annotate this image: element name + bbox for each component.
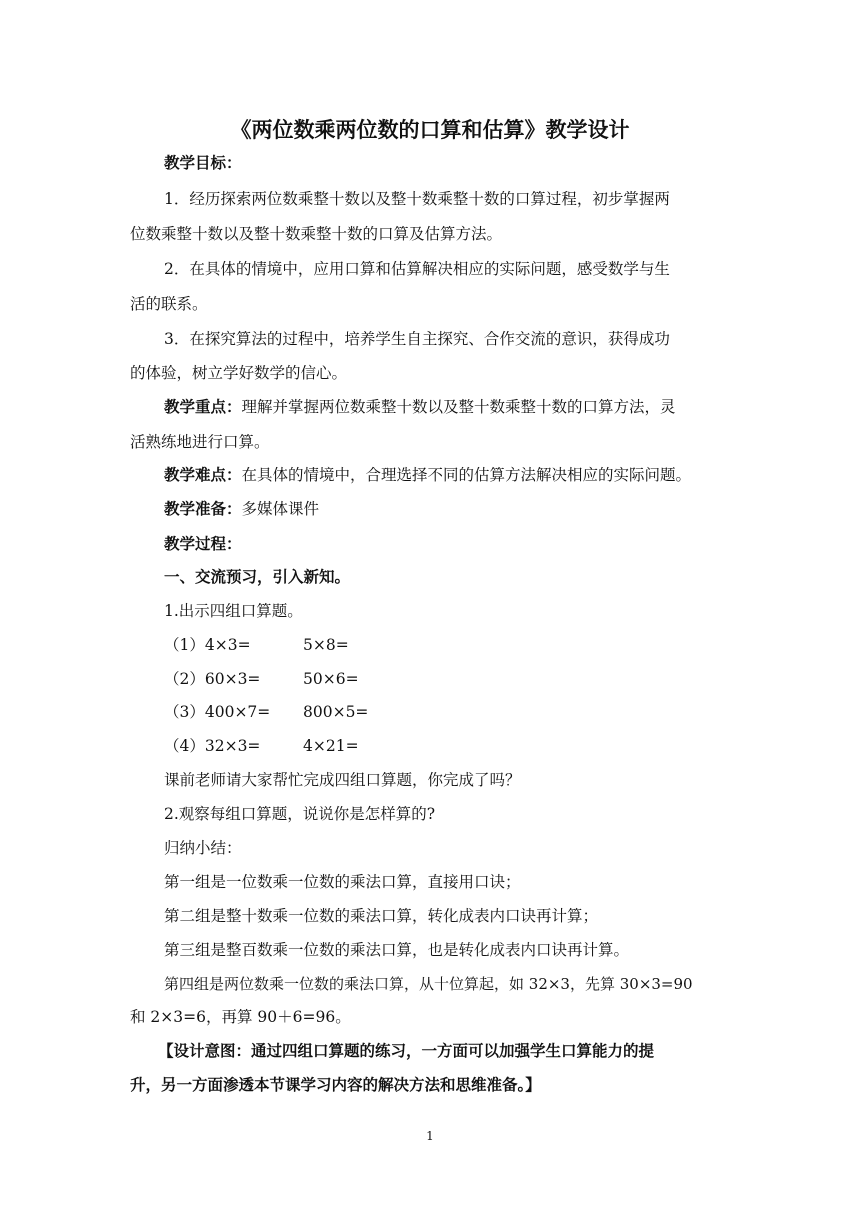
exercise-row bbox=[164, 735, 564, 757]
exercise-left: （2）60×3= bbox=[164, 670, 261, 688]
key-point-label: 教学重点： bbox=[164, 397, 242, 416]
section-1-heading: 一、交流预习，引入新知。 bbox=[164, 567, 351, 586]
summary-group-3: 第三组是整百数乘一位数的乘法口算，也是转化成表内口诀再计算。 bbox=[164, 941, 630, 959]
objective-2-line-2: 活的联系。 bbox=[130, 295, 208, 313]
summary-group-2: 第二组是整十数乘一位数的乘法口算，转化成表内口诀再计算； bbox=[164, 907, 599, 925]
exercise-right: 5×8= bbox=[303, 636, 349, 654]
design-intent-line-2: 升，另一方面渗透本节课学习内容的解决方法和思维准备。】 bbox=[130, 1075, 541, 1094]
difficulty-text: 在具体的情境中，合理选择不同的估算方法解决相应的实际问题。 bbox=[241, 466, 692, 484]
exercise-right: 50×6= bbox=[303, 670, 359, 688]
key-point-line-2: 活熟练地进行口算。 bbox=[130, 433, 270, 451]
objective-2-line-1: 2．在具体的情境中，应用口算和估算解决相应的实际问题，感受数学与生 bbox=[164, 260, 670, 278]
objective-3-line-2: 的体验，树立学好数学的信心。 bbox=[130, 364, 348, 382]
preparation-text: 多媒体课件 bbox=[241, 500, 320, 518]
exercise-left: （4）32×3= bbox=[164, 737, 261, 755]
exercise-row bbox=[164, 668, 564, 690]
preparation-label: 教学准备： bbox=[164, 499, 242, 518]
difficulty-label: 教学难点： bbox=[164, 465, 242, 484]
key-point-line-1 bbox=[164, 396, 676, 418]
difficulty-line bbox=[164, 464, 691, 486]
exercise-right: 4×21= bbox=[303, 737, 359, 755]
step-1: 1.出示四组口算题。 bbox=[164, 602, 303, 620]
step-2: 2.观察每组口算题，说说你是怎样算的? bbox=[164, 805, 436, 823]
objective-3-line-1: 3．在探究算法的过程中，培养学生自主探究、合作交流的意识，获得成功 bbox=[164, 330, 670, 348]
process-heading: 教学过程： bbox=[164, 534, 242, 553]
preparation-line bbox=[164, 498, 319, 520]
objective-1-line-1: 1．经历探索两位数乘整十数以及整十数乘整十数的口算过程，初步掌握两 bbox=[164, 190, 670, 208]
summary-group-1: 第一组是一位数乘一位数的乘法口算，直接用口诀； bbox=[164, 873, 521, 891]
key-point-text: 理解并掌握两位数乘整十数以及整十数乘整十数的口算方法，灵 bbox=[241, 398, 676, 416]
exercise-row bbox=[164, 634, 564, 656]
exercise-row bbox=[164, 701, 564, 723]
exercise-left: （3）400×7= bbox=[164, 703, 271, 721]
summary-group-4-line-1: 第四组是两位数乘一位数的乘法口算，从十位算起，如 32×3，先算 30×3=90 bbox=[164, 975, 693, 993]
page-number: 1 bbox=[426, 1129, 434, 1143]
objective-1-line-2: 位数乘整十数以及整十数乘整十数的口算及估算方法。 bbox=[130, 225, 503, 243]
design-intent-line-1: 【设计意图：通过四组口算题的练习，一方面可以加强学生口算能力的提 bbox=[158, 1041, 655, 1060]
question-line: 课前老师请大家帮忙完成四组口算题，你完成了吗？ bbox=[164, 771, 521, 789]
exercise-left: （1）4×3= bbox=[164, 636, 251, 654]
objectives-heading: 教学目标： bbox=[164, 153, 242, 172]
exercise-right: 800×5= bbox=[303, 703, 369, 721]
summary-group-4-line-2: 和 2×3=6，再算 90＋6=96。 bbox=[130, 1008, 351, 1026]
summary-heading: 归纳小结： bbox=[164, 839, 242, 857]
document-title: 《两位数乘两位数的口算和估算》教学设计 bbox=[230, 117, 630, 142]
